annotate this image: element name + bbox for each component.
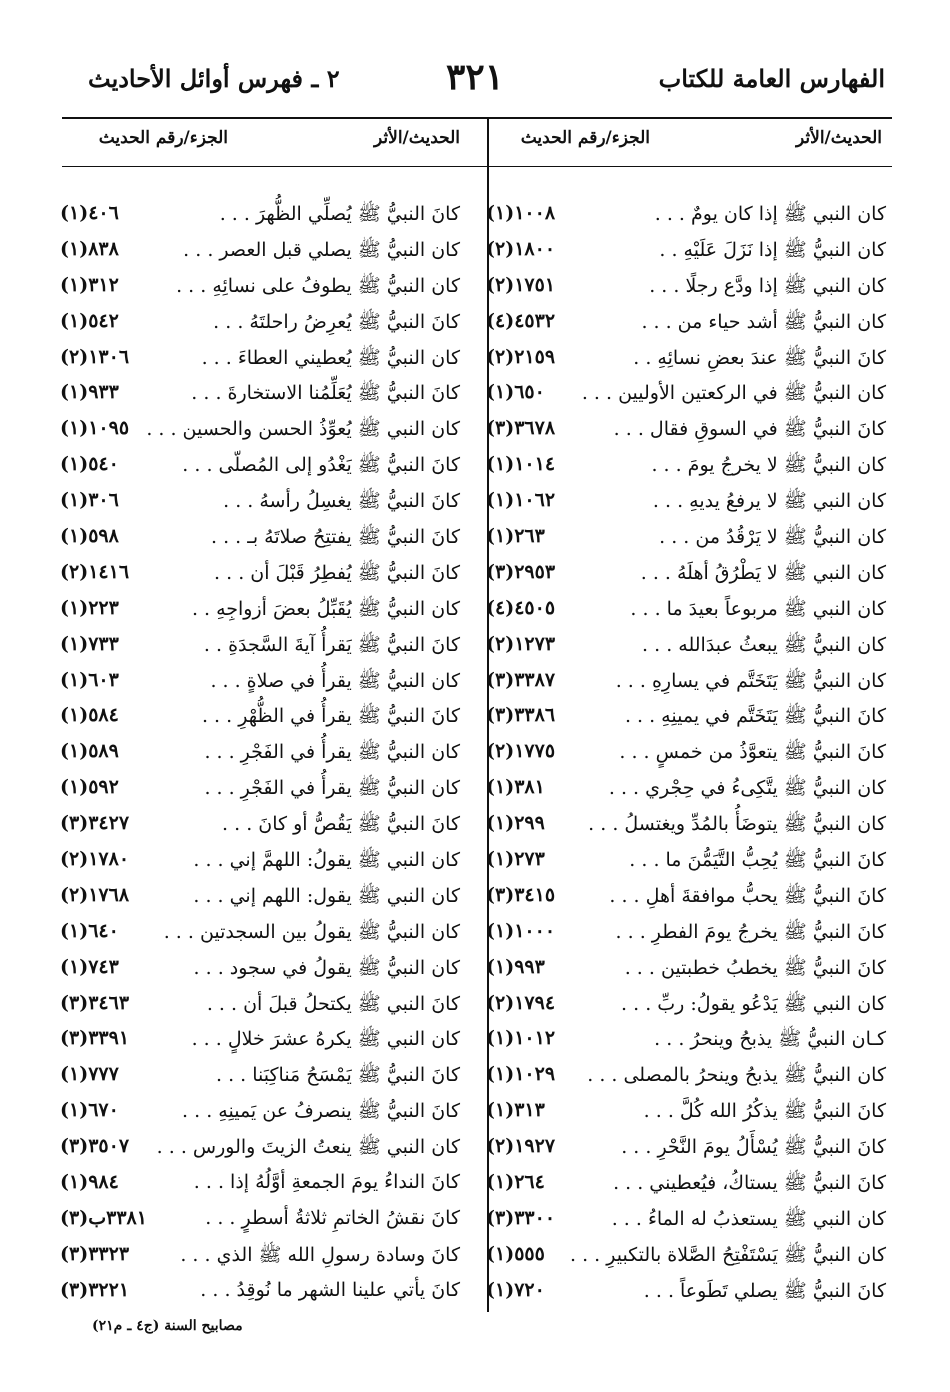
hadith-opening: كانَ النبيُّ ﷺ يُحِبُّ التَّيَمُّنَ ما . . . [629, 849, 886, 872]
header-rule [62, 117, 892, 119]
index-entry [486, 232, 886, 268]
hadith-opening: كانَ النبيُّ ﷺ ينصرفُ عن يَمينِهِ . . . [182, 1100, 460, 1123]
volume-hadith-number: (٣)٣٣٩١ [60, 1027, 130, 1050]
index-entry [486, 1021, 886, 1057]
index-entry [486, 914, 886, 950]
volume-hadith-number: (٢)١٧٥١ [486, 273, 556, 296]
index-entry [60, 842, 460, 878]
volume-hadith-number: (٢)١٧٨٠ [60, 848, 130, 871]
index-entry [486, 340, 886, 376]
index-entry [60, 627, 460, 663]
index-entry [486, 519, 886, 555]
index-entry [60, 1237, 460, 1273]
hadith-opening: كانَ النداءُ يومَ الجمعةِ أوَّلُهُ إذا . . . [193, 1171, 460, 1194]
index-entry [60, 268, 460, 304]
hadith-opening: كان النبي ﷺ يقول: اللهم إني . . . [193, 884, 460, 907]
hadith-opening: كان النبيُّ ﷺ يذبحُ وينحرُ بالمصلى . . . [587, 1064, 886, 1087]
hadith-opening: كان النبيُّ ﷺ أشد حياء من . . . [641, 310, 886, 333]
hadith-opening: كان النبيُّ ﷺ في الركعتين الأوليين . . . [581, 382, 886, 405]
index-entry [486, 483, 886, 519]
hadith-opening: كان النبي ﷺ يقولُ: اللهمَّ إني . . . [193, 849, 460, 872]
volume-hadith-number: (١)٧٧٧ [60, 1063, 119, 1086]
hadith-opening: كان النبيُّ ﷺ يُعطيني العطاءَ . . . [201, 346, 460, 369]
volume-hadith-number: (٢)١٧٧٥ [486, 740, 556, 763]
hadith-opening: كانَ النبيُّ ﷺ يحبُّ موافقةَ أهلِ . . . [609, 884, 886, 907]
hadith-opening: كانَ النبيُّ ﷺ عندَ بعضِ نسائِهِ . . [633, 346, 886, 369]
hadith-opening: كانَ النبيُّ ﷺ يغسِلُ رأسهُ . . . [223, 490, 460, 513]
index-entry [486, 375, 886, 411]
index-entry [486, 950, 886, 986]
volume-hadith-number: (٣)٣٢٢١ [60, 1278, 130, 1301]
index-entry [60, 806, 460, 842]
hadith-opening: كانَ النبيُّ ﷺ يذكُرُ الله كُلَّ . . . [643, 1100, 886, 1123]
volume-hadith-number: (١)١٠٢٩ [486, 1063, 556, 1086]
hadith-opening: كان النبيُّ ﷺ إذا نَزَلَ عَلَيْهِ . . [659, 238, 886, 261]
hadith-opening: كان النبي ﷺ يُعوِّذُ الحسن والحسين . . . [146, 418, 460, 441]
left-ref-heading: الجزء/رقم الحديث [98, 128, 228, 148]
volume-hadith-number: (١)٥٩٨ [60, 525, 119, 548]
volume-hadith-number: (١)١٠٩٥ [60, 417, 130, 440]
hadith-opening: كانَ يأتي علينا الشهر ما نُوقِدُ . . . [200, 1278, 460, 1301]
hadith-opening: كانَ النبيُّ ﷺ يصلي تَطَوعاً . . . [643, 1279, 886, 1302]
hadith-opening: كان النبي ﷺ يَدْعُو يقولُ: ربِّ . . . [621, 992, 886, 1015]
volume-hadith-number: (٤)٤٥٣٢ [486, 309, 556, 332]
volume-hadith-number: (١)٢٦٤ [486, 1171, 545, 1194]
volume-hadith-number: (١)٧٢٠ [486, 1278, 545, 1301]
volume-hadith-number: (١)١٠٠٠ [486, 919, 556, 942]
index-entry [60, 914, 460, 950]
index-entry [486, 268, 886, 304]
index-entry [60, 411, 460, 447]
index-entry [486, 591, 886, 627]
hadith-opening: كانَ النبيُّ ﷺ يَغْدُو إلى المُصلّى . . . [182, 454, 460, 477]
index-entry [486, 196, 886, 232]
volume-hadith-number: (٢)١٧٩٤ [486, 991, 556, 1014]
running-title-right: الفهارس العامة للكتاب [658, 64, 885, 93]
right-index-column [486, 196, 886, 1309]
volume-hadith-number: (١)٨٣٨ [60, 237, 119, 260]
index-entry [60, 375, 460, 411]
volume-hadith-number: (١)٣٨١ [486, 776, 545, 799]
index-entry [60, 1021, 460, 1057]
running-title-left: ٢ ـ فهرس أوائل الأحاديث [88, 64, 340, 93]
index-entry [60, 196, 460, 232]
volume-hadith-number: (١)٥٨٩ [60, 740, 119, 763]
hadith-opening: كانَ النبيُّ ﷺ يستاكُ، فيُعطيني . . . [613, 1172, 886, 1195]
volume-hadith-number: (١)٩٣٣ [60, 381, 119, 404]
index-entry [486, 698, 886, 734]
hadith-opening: كانَ النبيُّ ﷺ يخرجُ يومَ الفطرِ . . . [615, 920, 886, 943]
volume-hadith-number: (٢)١٨٠٠ [486, 237, 556, 260]
hadith-opening: كان النبيُّ ﷺ يصلي قبل العصر . . . [183, 238, 460, 261]
hadith-opening: كانَ النبيُّ ﷺ يُسْأَلُ يومَ النَّحْرِ . . . [621, 1136, 886, 1159]
index-entry [486, 1273, 886, 1309]
index-entry [60, 519, 460, 555]
index-entry [486, 1129, 886, 1165]
index-entry [60, 483, 460, 519]
hadith-opening: كان النبيُّ ﷺ يبعثُ عبدَالله . . . [642, 633, 886, 656]
volume-hadith-number: (٢)١٩٢٧ [486, 1135, 556, 1158]
index-entry [486, 986, 886, 1022]
index-entry [486, 1237, 886, 1273]
hadith-opening: كانَ النبيُّ ﷺ يُعَلِّمُنا الاستخارةَ . . . [191, 382, 460, 405]
index-entry [60, 555, 460, 591]
index-entry [60, 1273, 460, 1309]
index-entry [60, 1129, 460, 1165]
index-entry [486, 627, 886, 663]
hadith-opening: كانَ النبيُّ ﷺ يفتتِحُ صلاتَهُ بـ . . . [211, 526, 460, 549]
hadith-opening: كان النبيُّ ﷺ يَسْتَفْتِحُ الصَّلاة بالتكبيرِ . . . [569, 1243, 886, 1266]
volume-hadith-number: (١)٦٧٠ [60, 1099, 119, 1122]
left-index-column [60, 196, 460, 1309]
index-entry [60, 878, 460, 914]
index-entry [486, 1093, 886, 1129]
hadith-opening: كانَ النبيُّ ﷺ يتعوَّذُ من خمسٍ . . . [619, 741, 886, 764]
volume-hadith-number: (١)٣١٢ [60, 273, 119, 296]
volume-hadith-number: (٣)٣٣٢٣ [60, 1242, 130, 1265]
index-entry [486, 1201, 886, 1237]
hadith-opening: كان النبيُّ ﷺ لا يخرجُ يومَ . . . [651, 454, 886, 477]
hadith-opening: كانَ النبيُّ ﷺ يُعرِضُ راحلتَهُ . . . [213, 310, 460, 333]
right-ref-heading: الجزء/رقم الحديث [520, 128, 650, 148]
volume-hadith-number: (١)٥٩٢ [60, 776, 119, 799]
hadith-opening: كان النبيُّ ﷺ يُقَبِّلُ بعضَ أزواجِهِ . . [191, 597, 460, 620]
index-entry [60, 698, 460, 734]
column-header-rule [62, 166, 892, 167]
volume-hadith-number: (٣)٣٥٠٧ [60, 1135, 130, 1158]
volume-hadith-number: (١)٦٥٠ [486, 381, 545, 404]
hadith-opening: كان النبي ﷺ يستعذبُ له الماءُ . . . [611, 1207, 886, 1230]
index-entry [486, 447, 886, 483]
index-entry [60, 304, 460, 340]
hadith-opening: كانَ النبيُّ ﷺ في السوقِ فقال . . . [613, 418, 886, 441]
index-entry [486, 304, 886, 340]
index-entry [60, 1201, 460, 1237]
volume-hadith-number: (١)٦٠٣ [60, 668, 119, 691]
index-entry [60, 950, 460, 986]
hadith-opening: كانَ النبيُّ ﷺ يَقرأُ آيةَ السَّجدَةِ . . [203, 633, 460, 656]
hadith-opening: كان النبيُّ ﷺ يقرأُ في الفَجْرِ . . . [204, 741, 460, 764]
volume-hadith-number: (٢)١٤١٦ [60, 560, 130, 583]
footer-signature: مصابيح السنة (ج٤ ـ م٢١) [92, 1318, 243, 1334]
hadith-opening: كان النبي ﷺ إذا كان يومٌ . . . [654, 203, 886, 225]
index-entry [486, 663, 886, 699]
index-entry [60, 447, 460, 483]
volume-hadith-number: (١)٥٥٥ [486, 1242, 545, 1265]
hadith-opening: كانَ النبيُّ ﷺ يَتَخَتَّم في يمينِهِ . . . [624, 705, 886, 728]
hadith-opening: كـان النبيُّ ﷺ يذبحُ وينحرُ . . . [654, 1028, 886, 1051]
index-entry [60, 232, 460, 268]
volume-hadith-number: (١)١٠١٢ [486, 1027, 556, 1050]
volume-hadith-number: (٣)٣٣٨٦ [486, 704, 556, 727]
volume-hadith-number: (١)٤٠٦ [60, 202, 119, 224]
volume-hadith-number: (٣)٣٤١٥ [486, 883, 556, 906]
volume-hadith-number: (٣)٢٩٥٣ [486, 560, 556, 583]
hadith-opening: كان النبي ﷺ إذا ودَّع رجلًا . . . [649, 274, 886, 297]
volume-hadith-number: (١)٢٢٣ [60, 596, 119, 619]
hadith-opening: كان النبي ﷺ لا يرفعُ يديهِ . . . [652, 490, 886, 513]
index-entry [60, 1057, 460, 1093]
index-entry [60, 340, 460, 376]
volume-hadith-number: (١)٩٩٣ [486, 955, 545, 978]
hadith-opening: كان النبي ﷺ ينعتُ الزيتَ والورس . . . [156, 1136, 460, 1159]
volume-hadith-number: (١)٧٣٣ [60, 632, 119, 655]
index-entry [60, 663, 460, 699]
volume-hadith-number: (١)٧٤٣ [60, 955, 119, 978]
volume-hadith-number: (١)٢٧٣ [486, 848, 545, 871]
left-hadith-heading: الحديث/الأثر [374, 128, 460, 148]
right-hadith-heading: الحديث/الأثر [796, 128, 882, 148]
volume-hadith-number: (٣)٣٦٧٨ [486, 417, 556, 440]
hadith-opening: كان النبيُّ ﷺ يقولُ في سجود . . . [193, 956, 460, 979]
index-entry [486, 1165, 886, 1201]
volume-hadith-number: (٢)١٧٦٨ [60, 883, 130, 906]
volume-hadith-number: (٢)١٢٧٣ [486, 632, 556, 655]
volume-hadith-number: (٣)٣٣٨٧ [486, 668, 556, 691]
volume-hadith-number: (١)٢٩٩ [486, 812, 545, 835]
hadith-opening: كان النبيُّ ﷺ يَتَخَتَّم في يسارِهِ . . . [615, 669, 886, 692]
volume-hadith-number: (٢)١٣٠٦ [60, 345, 130, 368]
hadith-opening: كانَ النبيُّ ﷺ يخطبُ خطبتين . . . [624, 956, 886, 979]
index-entry [486, 806, 886, 842]
index-entry [60, 1093, 460, 1129]
volume-hadith-number: (١)١٠١٤ [486, 453, 556, 476]
volume-hadith-number: (٣)٣٤٦٣ [60, 991, 130, 1014]
hadith-opening: كان النبيُّ ﷺ لا يَرْقُدُ من . . . [659, 526, 886, 549]
index-entry [486, 411, 886, 447]
hadith-opening: كان النبيُّ ﷺ يتوضَأُ بالمُدِّ ويغتسلُ . . . [588, 813, 886, 836]
index-entry [486, 1057, 886, 1093]
index-entry [60, 770, 460, 806]
hadith-opening: كان النبيُّ ﷺ يتَّكِىءُ في حِجْري . . . [608, 777, 886, 800]
volume-hadith-number: (١)٥٤٢ [60, 309, 119, 332]
volume-hadith-number: (٣)٣٤٢٧ [60, 812, 130, 835]
index-entry [60, 986, 460, 1022]
hadith-opening: كانَ النبي ﷺ يكتحلُ قبلَ أن . . . [206, 992, 460, 1015]
volume-hadith-number: (٣)٣٣٨١ب [60, 1206, 147, 1229]
hadith-opening: كان النبي ﷺ لا يَطْرُقُ أهلَهُ . . . [640, 561, 886, 584]
index-entry [486, 842, 886, 878]
page-number: ٣٢١ [445, 56, 504, 98]
hadith-opening: كان النبيُّ ﷺ يقرأُ في الفَجْرِ . . . [204, 777, 460, 800]
volume-hadith-number: (١)٦٤٠ [60, 919, 119, 942]
volume-hadith-number: (١)٥٨٤ [60, 704, 119, 727]
volume-hadith-number: (١)٩٨٤ [60, 1171, 119, 1194]
volume-hadith-number: (٣)٣٣٠٠ [486, 1206, 556, 1229]
hadith-opening: كانَ النبيُّ ﷺ يقرأُ في الظُّهْرِ . . . [201, 705, 460, 728]
hadith-opening: كانَ النبيُّ ﷺ يُفطِرُ قَبْلَ أن . . . [214, 561, 460, 584]
hadith-opening: كانَ النبيُّ ﷺ يَمْسَحُ مَناكِبَنا . . . [216, 1064, 460, 1087]
index-entry [486, 770, 886, 806]
volume-hadith-number: (٤)٤٥٠٥ [486, 596, 556, 619]
index-entry [60, 734, 460, 770]
volume-hadith-number: (٢)٢١٥٩ [486, 345, 556, 368]
volume-hadith-number: (١)٣١٣ [486, 1099, 545, 1122]
hadith-opening: كانَ النبيُّ ﷺ يُصلِّي الظُّهرَ . . . [219, 203, 460, 225]
index-entry [486, 878, 886, 914]
hadith-opening: كانَ نقشُ الخاتمِ ثلاثةُ أسطرٍ . . . [205, 1206, 460, 1229]
index-entry [486, 555, 886, 591]
volume-hadith-number: (١)١٠٠٨ [486, 202, 556, 224]
index-entry [60, 1165, 460, 1201]
volume-hadith-number: (١)٢٦٣ [486, 525, 545, 548]
hadith-opening: كانَ النبيُّ ﷺ يَقُصُّ أو كانَ . . . [222, 813, 460, 836]
hadith-opening: كانَ وسادة رسولِ الله ﷺ الذي . . . [180, 1243, 460, 1266]
hadith-opening: كان النبيُّ ﷺ يطوفُ على نسائِهِ . . . [176, 274, 460, 297]
volume-hadith-number: (١)٣٠٦ [60, 489, 119, 512]
volume-hadith-number: (١)١٠٦٢ [486, 489, 556, 512]
index-entry [60, 591, 460, 627]
hadith-opening: كان النبي ﷺ يكرهُ عشرَ خلالٍ . . . [191, 1028, 460, 1051]
hadith-opening: كان النبيُّ ﷺ يقولُ بين السجدتين . . . [163, 920, 460, 943]
hadith-opening: كان النبي ﷺ مربوعاً بعيدَ ما . . . [630, 597, 886, 620]
volume-hadith-number: (١)٥٤٠ [60, 453, 119, 476]
index-entry [486, 734, 886, 770]
hadith-opening: كان النبيُّ ﷺ يقرأُ في صلاةٍ . . . [210, 669, 460, 692]
